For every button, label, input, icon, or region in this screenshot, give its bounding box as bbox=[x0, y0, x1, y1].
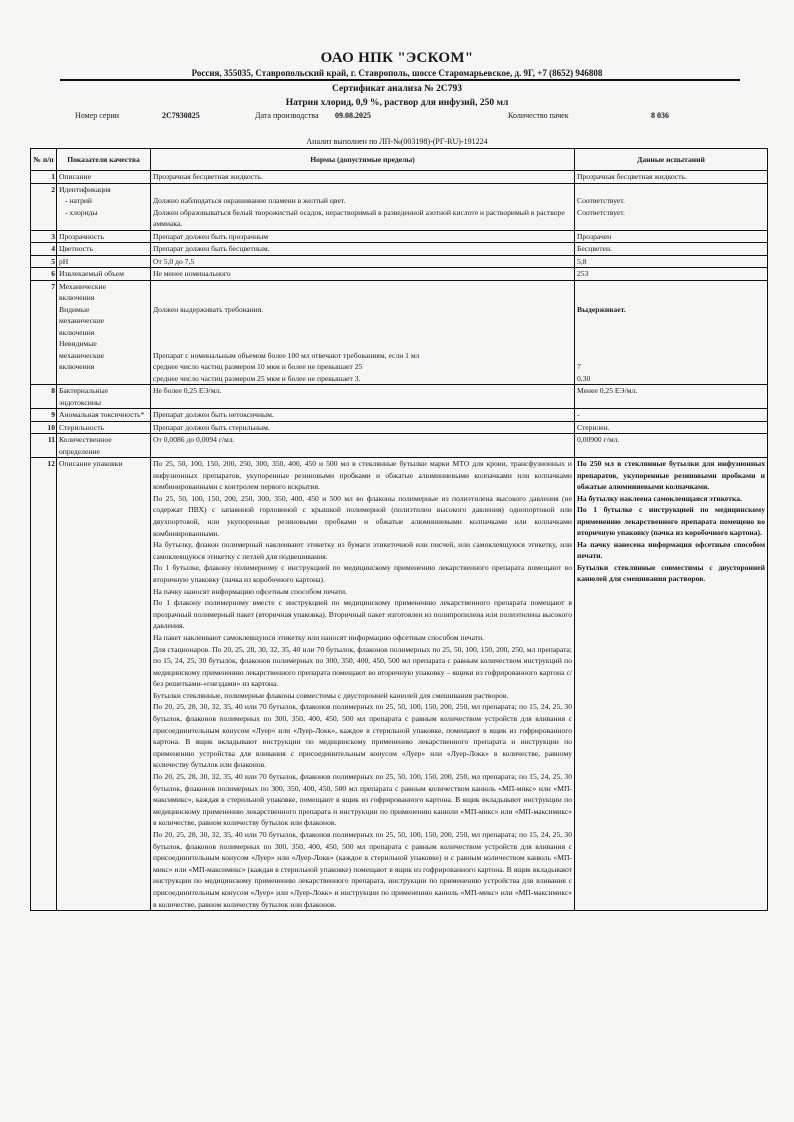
result: Менее 0,25 ЕЭ/мл. bbox=[575, 385, 768, 409]
company-address: Россия, 355035, Ставропольский край, г. Ставрополь, шоссе Старомарьевское, д. 9Г, +7 (8652) 946808 bbox=[191, 68, 603, 78]
norm: Препарат должен быть стерильным. bbox=[151, 421, 575, 434]
row-number: 5 bbox=[31, 255, 57, 268]
table-row bbox=[31, 434, 768, 458]
col-number: № п/п bbox=[31, 149, 57, 171]
norm-paragraph: На пачку наносят информацию офсетным способом печати. bbox=[153, 586, 347, 596]
header-divider bbox=[60, 79, 740, 81]
result bbox=[575, 280, 768, 385]
norm: Прозрачная бесцветная жидкость. bbox=[151, 171, 575, 184]
norm-invisible-2: среднее число частиц размером 10 мкм и более не превышает 25 bbox=[153, 362, 363, 371]
indicator bbox=[57, 280, 151, 385]
indicator: Аномальная токсичность* bbox=[57, 409, 151, 422]
norm: Не менее номинального bbox=[151, 268, 575, 281]
norm-paragraph: По 20, 25, 28, 30, 32, 35, 40 или 70 бутылок, флаконов полимерных по 25, 50, 100, 150, 200, 250, мл препарата; по 15, 24, 25, 30 бутылок, флаконов полимерных по 300, 350, 400, 450, 500 мл препарата с равным количеством устройств для вливания с присоединительным конусом «Луер» или «Луер-Локк» (каждое в стерильной упаковке) и с равным количеством канюль «МП-микс» или «МП-максимикс» (каждая в стерильной упаковке) помещают в ящик из гофрированного картона. В ящик вкладывают инструкции по медицинскому применению лекарственного препарата, инструкции по применению устройства для вливания с присоединительным конусом «Луер» или «Луер-Локк» и инструкции по применению канюль «МП-микс» или «МП-максимикс» в количестве, равном количеству бутылок или флаконов. bbox=[153, 830, 572, 909]
norm-paragraph: По 20, 25, 28, 30, 32, 35, 40 или 70 бутылок, флаконов полимерных по 25, 50, 100, 150, 200, 250, мл препарата; по 15, 24, 25, 30 бутылок, флаконов полимерных по 300, 350, 400, 450, 500 мл препарата с равным количеством канюль «МП-микс» или «МП-максимикс», каждая в стерильной упаковке, помещают в ящик из гофрированного картона. В ящик вкладывают инструкции по медицинскому применению лекарственного препарата и инструкции по применению канюли «МП-микс» или «МП-максимикс» в количестве, равном количеству бутылок или флаконов. bbox=[153, 772, 572, 828]
norm-paragraph: По 1 бутылке, флакону полимерному с инструкцией по медицинскому применению лекарственного препарата помещают во вторичную упаковку (пачка из коробочного картона). bbox=[153, 563, 572, 584]
norm-paragraph: На пакет наклеивают самоклеящуюся этикетку или наносят информацию офсетным способом печати. bbox=[153, 632, 485, 642]
norm: Не более 0,25 ЕЭ/мл. bbox=[151, 385, 575, 409]
norm-paragraph: Для стационаров. По 20, 25, 28, 30, 32, 35, 40 или 70 бутылок, флаконов полимерных по 25, 50, 100, 150, 200, 250, мл препарата; по 15, 24, 25, 30 бутылок, флаконов полимерных по 300, 350, 400, 450, 500 мл препарата с равным количеством инструкций по медицинскому применению лекарственного препарата помещают во вторичную упаковку – ящики из гофрированного картона с/без решетками-«гнездами» из картона. bbox=[153, 644, 572, 689]
indicator: Стерильность bbox=[57, 421, 151, 434]
result-chlorides: Соответствует. bbox=[577, 207, 625, 217]
row-number: 11 bbox=[31, 434, 57, 458]
indicator: Прозрачность bbox=[57, 230, 151, 243]
table-row bbox=[31, 243, 768, 256]
result-invisible-2: 0,30 bbox=[577, 373, 591, 383]
col-indicator: Показатели качества bbox=[57, 149, 151, 171]
norm-paragraph: По 20, 25, 28, 30, 32, 35, 40 или 70 бутылок, флаконов полимерных по 25, 50, 100, 150, 200, 250, мл препарата; по 15, 24, 25, 30 бутылок, флаконов полимерных по 300, 350, 400, 450, 500 мл препарата с равным количеством устройств для вливания с присоединительным конусом «Луер» или «Луер-Локк», каждое в стерильной упаковке, помещают в ящик из гофрированного картона. В ящик вкладывают инструкции по медицинскому применению лекарственного препарата и инструкции по применению устройства для вливания с присоединительным конусом «Луер» или «Луер-Локк» в количестве, равному количеству бутылок или флаконов. bbox=[153, 702, 572, 770]
result: Бесцветен. bbox=[575, 243, 768, 256]
indicator-sub: - натрий bbox=[65, 196, 93, 205]
packaging-norm bbox=[151, 458, 575, 911]
table-row bbox=[31, 421, 768, 434]
result-paragraph: Бутылки стеклянные совместимы с двусторонней канюлей для смешивания растворов. bbox=[577, 562, 765, 583]
row-number: 10 bbox=[31, 421, 57, 434]
indicator: Количественное определение bbox=[57, 434, 151, 458]
result-visible: Выдерживает. bbox=[577, 304, 626, 314]
indicator-main: Идентификация bbox=[59, 184, 111, 194]
company-name: ОАО НПК "ЭСКОМ" bbox=[320, 50, 474, 66]
col-norms: Нормы (допустимые пределы) bbox=[151, 149, 575, 171]
table-row bbox=[31, 280, 768, 385]
table-row bbox=[31, 458, 768, 911]
norm: Препарат должен быть бесцветным. bbox=[151, 243, 575, 256]
norm-paragraph: На бутылку, флакон полимерный наклеивают этикетку из бумаги этикеточной или писчей, или самоклеящуюся этикетку, или самоклеящуюся этикетку с петлей для подвешивания. bbox=[153, 540, 572, 561]
col-results: Данные испытаний bbox=[575, 149, 768, 171]
analysis-basis: Анализ выполнен по ЛП-№(003198)-(РГ-RU)-191224 bbox=[306, 137, 488, 146]
indicator-visible: Видимые механические включения bbox=[59, 304, 105, 337]
norm-paragraph: Бутылки стеклянные, полимерные флаконы совместимы с двусторонней канюлей для смешивания растворов. bbox=[153, 690, 509, 700]
table-row bbox=[31, 255, 768, 268]
norm: Препарат должен быть прозрачным bbox=[151, 230, 575, 243]
indicator bbox=[57, 183, 151, 230]
result: 253 bbox=[575, 268, 768, 281]
packs-value: 8 036 bbox=[651, 111, 669, 120]
indicator: Извлекаемый объем bbox=[57, 268, 151, 281]
result-invisible-1: 7 bbox=[577, 362, 581, 371]
result bbox=[575, 183, 768, 230]
result: Прозрачная бесцветная жидкость. bbox=[575, 171, 768, 184]
analysis-table bbox=[30, 148, 768, 911]
packaging-result bbox=[575, 458, 768, 911]
row-number: 2 bbox=[31, 183, 57, 230]
table-row bbox=[31, 171, 768, 184]
row-number: 1 bbox=[31, 171, 57, 184]
indicator-sub: - хлориды bbox=[65, 207, 98, 217]
indicator: Бактериальные эндотоксины bbox=[57, 385, 151, 409]
row-number: 3 bbox=[31, 230, 57, 243]
table-row bbox=[31, 268, 768, 281]
norm-sodium: Должно наблюдаться окрашивание пламени в желтый цвет. bbox=[153, 196, 346, 205]
result-paragraph: На пачку нанесена информация офсетным способом печати. bbox=[577, 539, 765, 560]
row-number: 4 bbox=[31, 243, 57, 256]
date-label: Дата производства bbox=[255, 111, 319, 120]
result: Прозрачен bbox=[575, 230, 768, 243]
result: 0,00900 г/мл. bbox=[575, 434, 768, 458]
norm: Препарат должен быть нетоксичным. bbox=[151, 409, 575, 422]
indicator: Цветность bbox=[57, 243, 151, 256]
result: Стерилен. bbox=[575, 421, 768, 434]
result: - bbox=[575, 409, 768, 422]
row-number: 6 bbox=[31, 268, 57, 281]
table-row bbox=[31, 230, 768, 243]
result-paragraph: На бутылку наклеена самоклеящаяся этикетка. bbox=[577, 493, 742, 503]
norm bbox=[151, 183, 575, 230]
row-number: 9 bbox=[31, 409, 57, 422]
packs-label: Количество пачек bbox=[508, 111, 569, 120]
series-label: Номер серии bbox=[75, 111, 119, 120]
certificate-number: Сертификат анализа № 2С793 bbox=[332, 84, 462, 94]
indicator: Описание bbox=[57, 171, 151, 184]
norm-invisible-1: Препарат с номинальным объемом более 100 мл отвечают требованиям, если 1 мл bbox=[153, 350, 420, 360]
norm: От 0,0086 до 0,0094 г/мл. bbox=[151, 434, 575, 458]
series-value: 2С7930825 bbox=[162, 111, 200, 120]
indicator: Описание упаковки bbox=[57, 458, 151, 911]
result-paragraph: По 250 мл в стеклянные бутылки для инфузионных препаратов, укупоренные резиновыми пробками и обжатые алюминиевыми колпачками. bbox=[577, 459, 765, 491]
indicator-main: Механические включения bbox=[59, 281, 106, 302]
norm bbox=[151, 280, 575, 385]
row-number: 8 bbox=[31, 385, 57, 409]
table-row bbox=[31, 409, 768, 422]
result-sodium: Соответствует. bbox=[577, 196, 625, 205]
norm-invisible-3: среднее число частиц размером 25 мкм и более не превышает 3. bbox=[153, 373, 361, 383]
result-paragraph: По 1 бутылке с инструкцией по медицинскому применению лекарственного препарата помещено во вторичную упаковку (пачка из коробочного картона). bbox=[577, 505, 765, 537]
date-value: 09.08.2025 bbox=[335, 111, 371, 120]
norm-chlorides: Должен образовываться белый творожистый осадок, нерастворимый в разведенной азотной кислоте и растворимый в растворе аммиака. bbox=[153, 207, 565, 228]
norm-visible: Должен выдерживать требования. bbox=[153, 304, 264, 314]
norm-paragraph: По 1 флакону полимерному вместе с инструкцией по медицинскому применению лекарственного препарата помещают в прозрачный полимерный пакет (вторичная упаковка). Вторичный пакет изготовлен из полипропилена или полиэтилена высокого давления. bbox=[153, 598, 572, 631]
norm-paragraph: По 25, 50, 100, 150, 200, 250, 300, 350, 400, 450 и 500 мл в стеклянные бутылки марки МТО для крови, трансфузионных и инфузионных препаратов, укупоренные резиновыми пробками и обжатые алюминиевыми колпачками или колпачками комбинированными с контролем первого вскрытия. bbox=[153, 459, 572, 492]
result: 5,8 bbox=[575, 255, 768, 268]
norm-paragraph: По 25, 50, 100, 150, 200, 250, 300, 350, 400, 450 и 500 мл во флаконы полимерные из полиэтилена высокого давления (не содержат ПВХ) с запаянной горловиной с крышкой полимерной (полиэтилен высокого давления) однопортовой или двухпортовой, или укупоренные резиновыми пробками и обжатые алюминиевыми колпачками или колпачками комбинированными. bbox=[153, 493, 572, 538]
row-number: 12 bbox=[31, 458, 57, 911]
table-header bbox=[31, 149, 768, 171]
product-name: Натрия хлорид, 0,9 %, раствор для инфузий, 250 мл bbox=[285, 98, 509, 108]
indicator-invisible: Невидимые механические включения bbox=[59, 339, 105, 371]
table-row bbox=[31, 385, 768, 409]
table-row bbox=[31, 183, 768, 230]
row-number: 7 bbox=[31, 280, 57, 385]
norm: От 5,0 до 7,5 bbox=[151, 255, 575, 268]
indicator: pH bbox=[57, 255, 151, 268]
